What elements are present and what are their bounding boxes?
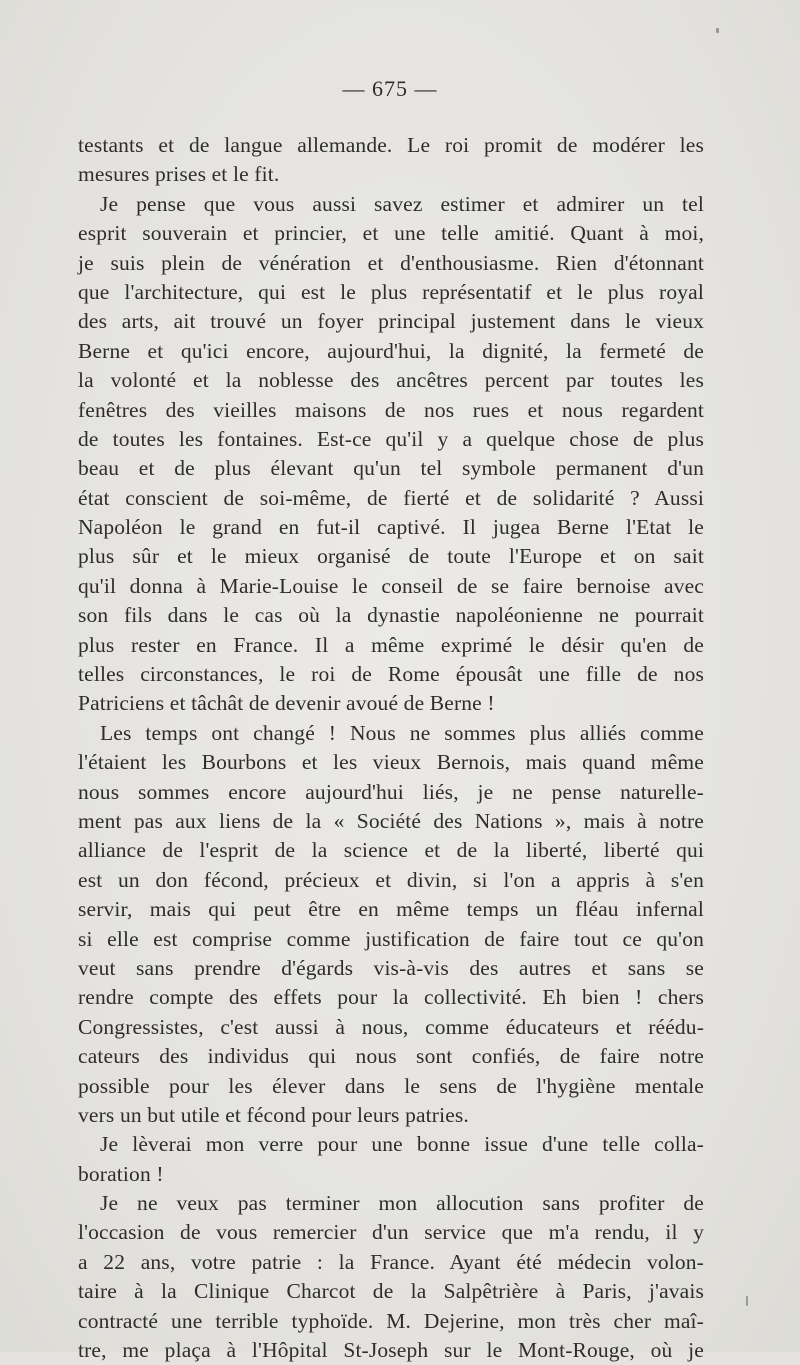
text-line: que l'architecture, qui est le plus représentatif et le plus royal (78, 279, 704, 304)
text-line: contracté une terrible typhoïde. M. Dejerine, mon très cher maî- (78, 1308, 704, 1333)
text-line: la volonté et la noblesse des ancêtres percent par toutes les (78, 368, 704, 393)
text-line: Patriciens et tâchât de devenir avoué de Berne ! (78, 691, 495, 716)
text-line: Je pense que vous aussi savez estimer et admirer un tel (100, 191, 704, 216)
text-line: Congressistes, c'est aussi à nous, comme éducateurs et réédu- (78, 1014, 704, 1039)
text-line: plus sûr et le mieux organisé de toute l'Europe et on sait (78, 544, 704, 569)
text-line: des arts, ait trouvé un foyer principal justement dans le vieux (78, 309, 704, 334)
paper-speck (716, 28, 719, 33)
text-line: Je lèverai mon verre pour une bonne issue d'une telle colla- (100, 1132, 704, 1157)
text-line: veut sans prendre d'égards vis-à-vis des autres et sans se (78, 955, 704, 980)
text-line: l'étaient les Bourbons et les vieux Bernois, mais quand même (78, 750, 704, 775)
text-line: ment pas aux liens de la « Société des Nations », mais à notre (78, 808, 704, 833)
text-line: est un don fécond, précieux et divin, si l'on a appris à s'en (78, 867, 704, 892)
text-line: a 22 ans, votre patrie : la France. Ayant été médecin volon- (78, 1249, 704, 1274)
text-line: boration ! (78, 1161, 164, 1186)
paper-speck (746, 1296, 748, 1306)
text-line: cateurs des individus qui nous sont confiés, de faire notre (78, 1044, 704, 1069)
text-line: tre, me plaça à l'Hôpital St-Joseph sur le Mont-Rouge, où je (78, 1338, 704, 1363)
text-line: servir, mais qui peut être en même temps un fléau infernal (78, 897, 704, 922)
text-line: nous sommes encore aujourd'hui liés, je ne pense naturelle- (78, 779, 704, 804)
text-line: mesures prises et le fit. (78, 162, 280, 187)
text-line: état conscient de soi-même, de fierté et de solidarité ? Aussi (78, 485, 704, 510)
text-line: vers un but utile et fécond pour leurs patries. (78, 1102, 469, 1127)
text-line: esprit souverain et princier, et une telle amitié. Quant à moi, (78, 221, 704, 246)
text-line: beau et de plus élevant qu'un tel symbole permanent d'un (78, 456, 704, 481)
text-line: Napoléon le grand en fut-il captivé. Il jugea Berne l'Etat le (78, 515, 704, 540)
text-line: taire à la Clinique Charcot de la Salpêtrière à Paris, j'avais (78, 1279, 704, 1304)
text-line: si elle est comprise comme justification de faire tout ce qu'on (78, 926, 704, 951)
text-line: de toutes les fontaines. Est-ce qu'il y a quelque chose de plus (78, 426, 704, 451)
body-text (78, 131, 704, 1365)
text-line: rendre compte des effets pour la collectivité. Eh bien ! chers (78, 985, 704, 1010)
page-number: — 675 — (342, 76, 438, 101)
text-line: qu'il donna à Marie-Louise le conseil de se faire bernoise avec (78, 573, 704, 598)
text-line: telles circonstances, le roi de Rome épousât une fille de nos (78, 662, 704, 687)
text-line: son fils dans le cas où la dynastie napoléonienne ne pourrait (78, 603, 704, 628)
text-line: Les temps ont changé ! Nous ne sommes plus alliés comme (100, 720, 704, 745)
text-line: je suis plein de vénération et d'enthousiasme. Rien d'étonnant (78, 250, 704, 275)
text-line: testants et de langue allemande. Le roi promit de modérer les (78, 133, 704, 157)
text-line: Berne et qu'ici encore, aujourd'hui, la dignité, la fermeté de (78, 338, 704, 363)
text-line: Je ne veux pas terminer mon allocution sans profiter de (100, 1191, 704, 1216)
text-line: possible pour les élever dans le sens de l'hygiène mentale (78, 1073, 704, 1098)
text-line: alliance de l'esprit de la science et de la liberté, liberté qui (78, 838, 704, 863)
text-line: fenêtres des vieilles maisons de nos rues et nous regardent (78, 397, 704, 422)
text-line: l'occasion de vous remercier d'un service que m'a rendu, il y (78, 1220, 704, 1245)
text-line: plus rester en France. Il a même exprimé le désir qu'en de (78, 632, 704, 657)
